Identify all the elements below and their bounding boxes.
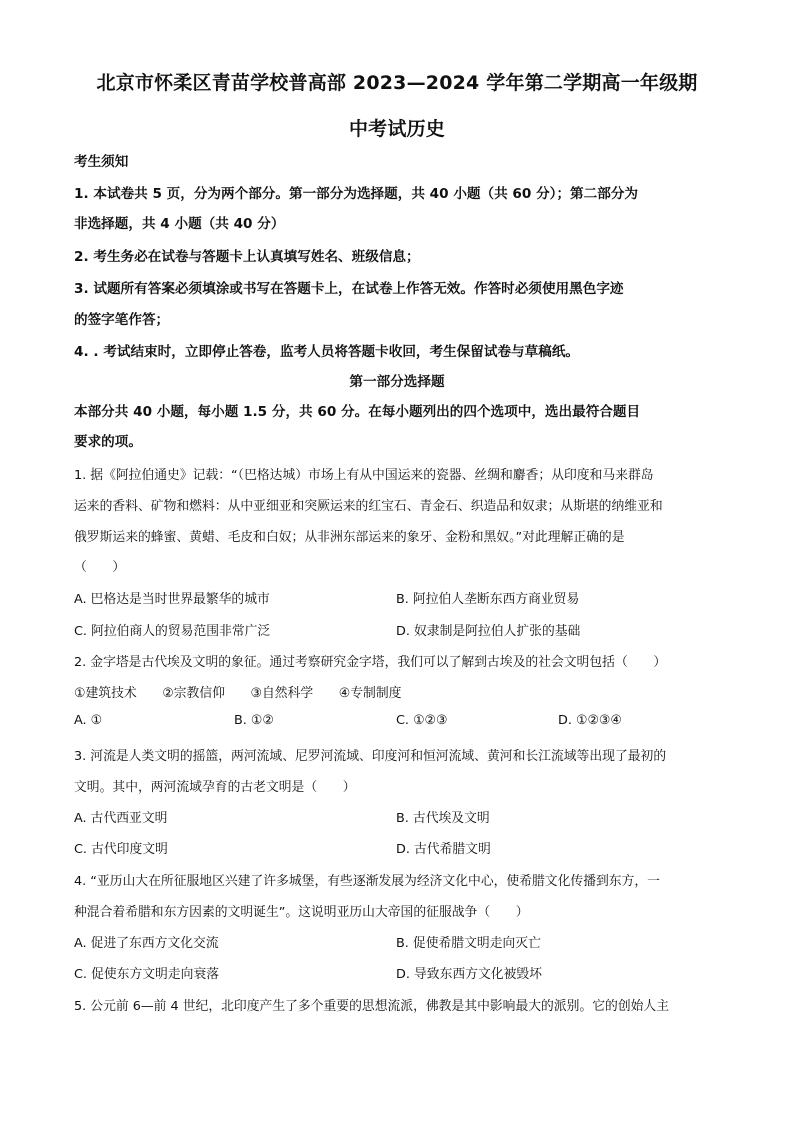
question-1-option-c: C. 阿拉伯商人的贸易范围非常广泛 <box>74 624 271 639</box>
notice-item: 非选择题，共 4 小题（共 40 分） <box>74 216 285 232</box>
question-1-text: 俄罗斯运来的蜂蜜、黄蜡、毛皮和白奴；从非洲东部运来的象牙、金粉和黑奴。”对此理解正确的是 <box>74 530 625 545</box>
question-3-text: 3. 河流是人类文明的摇篮，两河流域、尼罗河流域、印度河和恒河流域、黄河和长江流域等出现了最初的 <box>74 749 667 764</box>
question-1-option-d: D. 奴隶制是阿拉伯人扩张的基础 <box>396 624 581 639</box>
notice-heading: 考生须知 <box>74 154 129 170</box>
question-1-option-a: A. 巴格达是当时世界最繁华的城市 <box>74 592 270 607</box>
question-3-option-c: C. 古代印度文明 <box>74 842 168 857</box>
question-4-option-b: B. 促使希腊文明走向灭亡 <box>396 936 541 951</box>
question-1-option-b: B. 阿拉伯人垄断东西方商业贸易 <box>396 592 580 607</box>
question-3-option-d: D. 古代希腊文明 <box>396 842 491 857</box>
question-1-text: 1. 据《阿拉伯通史》记载：“（巴格达城）市场上有从中国运来的瓷器、丝绸和麝香；从印度和马来群岛 <box>74 468 654 483</box>
notice-item: 的签字笔作答； <box>74 312 170 328</box>
question-3-option-b: B. 古代埃及文明 <box>396 811 490 826</box>
notice-item: 1. 本试卷共 5 页，分为两个部分。第一部分为选择题，共 40 小题（共 60 分）；第二部分为 <box>74 186 639 202</box>
part1-intro: 要求的项。 <box>74 434 142 450</box>
part1-heading: 第一部分选择题 <box>349 374 445 390</box>
question-4-text: 种混合着希腊和东方因素的文明诞生”。这说明亚历山大帝国的征服战争（ ） <box>74 905 529 920</box>
question-1-text: 运来的香料、矿物和燃料：从中亚细亚和突厥运来的红宝石、青金石、织造品和奴隶；从斯堪的纳维亚和 <box>74 499 663 514</box>
question-3-option-a: A. 古代西亚文明 <box>74 811 168 826</box>
question-1-text: （ ） <box>74 560 126 575</box>
question-5-text: 5. 公元前 6—前 4 世纪，北印度产生了多个重要的思想流派，佛教是其中影响最大的派别。它的创始人主 <box>74 999 670 1014</box>
question-2-option-c: C. ①②③ <box>396 713 448 728</box>
question-2-text: 2. 金字塔是古代埃及文明的象征。通过考察研究金字塔，我们可以了解到古埃及的社会文明包括（ ） <box>74 655 667 670</box>
notice-item: 3. 试题所有答案必须填涂或书写在答题卡上，在试卷上作答无效。作答时必须使用黑色字迹 <box>74 281 624 297</box>
question-4-option-a: A. 促进了东西方文化交流 <box>74 936 219 951</box>
question-2-option-d: D. ①②③④ <box>558 713 622 728</box>
question-4-option-c: C. 促使东方文明走向衰落 <box>74 967 220 982</box>
question-4-option-d: D. 导致东西方文化被毁坏 <box>396 967 542 982</box>
exam-title-line2: 中考试历史 <box>348 118 445 140</box>
question-4-text: 4. “亚历山大在所征服地区兴建了许多城堡，有些逐渐发展为经济文化中心，使希腊文化传播到东方，一 <box>74 874 660 889</box>
question-2-option-a: A. ① <box>74 713 103 728</box>
notice-item: 4. . 考试结束时，立即停止答卷，监考人员将答题卡收回，考生保留试卷与草稿纸。 <box>74 344 580 360</box>
question-2-option-b: B. ①② <box>234 713 274 728</box>
question-2-text: ①建筑技术 ②宗教信仰 ③自然科学 ④专制制度 <box>74 686 402 701</box>
exam-title-line1: 北京市怀柔区青苗学校普高部 2023—2024 学年第二学期高一年级期 <box>96 72 698 94</box>
part1-intro: 本部分共 40 小题，每小题 1.5 分，共 60 分。在每小题列出的四个选项中，选出最符合题目 <box>74 404 641 420</box>
notice-item: 2. 考生务必在试卷与答题卡上认真填写姓名、班级信息； <box>74 249 420 265</box>
question-3-text: 文明。其中，两河流域孕育的古老文明是（ ） <box>74 780 356 795</box>
